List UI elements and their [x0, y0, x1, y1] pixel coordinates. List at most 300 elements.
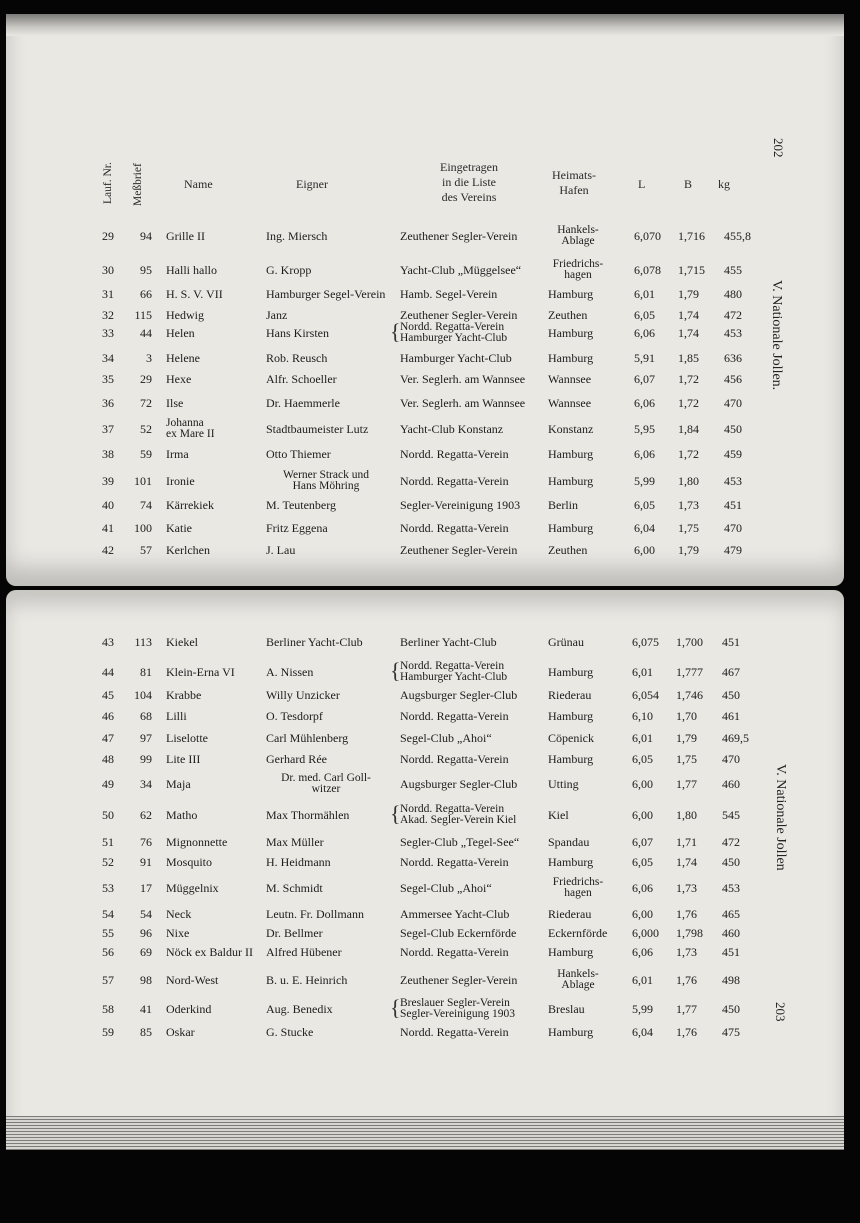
eigner-cell: Stadtbaumeister Lutz	[266, 422, 369, 436]
kg-cell: 461	[722, 709, 740, 723]
L-cell: 6,05	[632, 752, 653, 766]
header-name: Name	[184, 177, 213, 191]
messbrief-cell: 62	[140, 808, 152, 822]
side-title: V. Nationale Jollen	[773, 764, 788, 871]
name-cell: Helen	[166, 326, 195, 340]
verein-cell: Nordd. Regatta-Verein	[400, 447, 509, 461]
lauf-nr-cell: 34	[102, 351, 114, 365]
lauf-nr-cell: 31	[102, 287, 114, 301]
eigner-cell: Ing. Miersch	[266, 229, 328, 243]
kg-cell: 480	[724, 287, 742, 301]
verein-cell: Nordd. Regatta-Verein Hamburger Yacht-Club	[400, 660, 508, 683]
kg-cell: 456	[724, 372, 742, 386]
header-L: L	[638, 177, 646, 191]
heimatshafen-cell: Hamburg	[548, 665, 594, 679]
B-cell: 1,75	[676, 752, 697, 766]
heimatshafen-cell: Riederau	[548, 688, 592, 702]
B-cell: 1,73	[678, 498, 699, 512]
name-cell: Mignonnette	[166, 835, 228, 849]
L-cell: 6,00	[632, 777, 653, 791]
name-cell: Irma	[166, 447, 189, 461]
B-cell: 1,76	[676, 1025, 697, 1039]
B-cell: 1,80	[676, 808, 697, 822]
kg-cell: 467	[722, 665, 740, 679]
lauf-nr-cell: 36	[102, 396, 114, 410]
header-heimatshafen: Heimats- Hafen	[552, 168, 596, 197]
verein-cell: Segel-Club „Ahoi“	[400, 731, 492, 745]
L-cell: 6,01	[632, 665, 653, 679]
B-cell: 1,72	[678, 396, 699, 410]
verein-cell: Zeuthener Segler-Verein	[400, 973, 518, 987]
eigner-cell: Alfr. Schoeller	[266, 372, 337, 386]
eigner-cell: Hamburger Segel-Verein	[266, 287, 386, 301]
kg-cell: 450	[722, 1002, 740, 1016]
verein-cell: Yacht-Club „Müggelsee“	[400, 263, 522, 277]
eigner-cell: J. Lau	[266, 543, 296, 557]
kg-cell: 450	[724, 422, 742, 436]
lauf-nr-cell: 32	[102, 308, 114, 322]
name-cell: H. S. V. VII	[166, 287, 223, 301]
verein-cell: Segel-Club „Ahoi“	[400, 881, 492, 895]
heimatshafen-cell: Riederau	[548, 907, 592, 921]
lauf-nr-cell: 54	[102, 907, 114, 921]
name-cell: Helene	[166, 351, 200, 365]
verein-cell: Zeuthener Segler-Verein	[400, 543, 518, 557]
B-cell: 1,80	[678, 474, 699, 488]
lauf-nr-cell: 50	[102, 808, 114, 822]
name-cell: Hedwig	[166, 308, 204, 322]
heimatshafen-cell: Kiel	[548, 808, 569, 822]
messbrief-cell: 98	[140, 973, 152, 987]
kg-cell: 451	[722, 945, 740, 959]
lauf-nr-cell: 35	[102, 372, 114, 386]
name-cell: Matho	[166, 808, 198, 822]
eigner-cell: Berliner Yacht-Club	[266, 635, 363, 649]
kg-cell: 545	[722, 808, 740, 822]
B-cell: 1,700	[676, 635, 703, 649]
heimatshafen-cell: Wannsee	[548, 396, 592, 410]
name-cell: Hexe	[166, 372, 192, 386]
heimatshafen-cell: Cöpenick	[548, 731, 594, 745]
name-cell: Maja	[166, 777, 191, 791]
messbrief-cell: 113	[134, 635, 152, 649]
name-cell: Müggelnix	[166, 881, 219, 895]
messbrief-cell: 85	[140, 1025, 152, 1039]
verein-cell: Nordd. Regatta-Verein	[400, 855, 509, 869]
eigner-cell: Leutn. Fr. Dollmann	[266, 907, 364, 921]
L-cell: 6,01	[634, 287, 655, 301]
heimatshafen-cell: Eckernförde	[548, 926, 608, 940]
brace-icon: {	[390, 995, 401, 1020]
messbrief-cell: 104	[134, 688, 152, 702]
B-cell: 1,77	[676, 777, 697, 791]
heimatshafen-cell: Zeuthen	[548, 543, 588, 557]
verein-cell: Augsburger Segler-Club	[400, 688, 518, 702]
name-cell: Nöck ex Baldur II	[166, 945, 253, 959]
messbrief-cell: 54	[140, 907, 152, 921]
B-cell: 1,75	[678, 521, 699, 535]
L-cell: 6,06	[632, 881, 653, 895]
eigner-cell: Dr. Bellmer	[266, 926, 323, 940]
messbrief-cell: 91	[140, 855, 152, 869]
name-cell: Kärrekiek	[166, 498, 214, 512]
eigner-cell: G. Kropp	[266, 263, 312, 277]
lauf-nr-cell: 30	[102, 263, 114, 277]
heimatshafen-cell: Grünau	[548, 635, 584, 649]
eigner-cell: Carl Mühlenberg	[266, 731, 349, 745]
lauf-nr-cell: 53	[102, 881, 114, 895]
name-cell: Oderkind	[166, 1002, 212, 1016]
heimatshafen-cell: Konstanz	[548, 422, 594, 436]
eigner-cell: Gerhard Rée	[266, 752, 327, 766]
heimatshafen-cell: Berlin	[548, 498, 578, 512]
eigner-cell: Janz	[266, 308, 288, 322]
heimatshafen-cell: Friedrichs- hagen	[552, 258, 604, 281]
verein-cell: Zeuthener Segler-Verein	[400, 229, 518, 243]
name-cell: Neck	[166, 907, 192, 921]
kg-cell: 451	[722, 635, 740, 649]
verein-cell: Segel-Club Eckernförde	[400, 926, 517, 940]
B-cell: 1,746	[676, 688, 703, 702]
messbrief-cell: 81	[140, 665, 152, 679]
B-cell: 1,76	[676, 973, 697, 987]
L-cell: 6,054	[632, 688, 659, 702]
kg-cell: 470	[724, 521, 742, 535]
eigner-cell: Aug. Benedix	[266, 1002, 333, 1016]
heimatshafen-cell: Hamburg	[548, 474, 594, 488]
B-cell: 1,79	[676, 731, 697, 745]
verein-cell: Nordd. Regatta-Verein	[400, 521, 509, 535]
kg-cell: 479	[724, 543, 742, 557]
header-messbrief: Meßbrief	[132, 163, 144, 206]
header-lauf-nr: Lauf. Nr.	[102, 162, 114, 204]
heimatshafen-cell: Spandau	[548, 835, 590, 849]
L-cell: 6,07	[632, 835, 653, 849]
B-cell: 1,71	[676, 835, 697, 849]
name-cell: Ironie	[166, 474, 195, 488]
messbrief-cell: 44	[140, 326, 152, 340]
L-cell: 6,04	[634, 521, 655, 535]
heimatshafen-cell: Hankels- Ablage	[557, 224, 599, 247]
L-cell: 6,06	[634, 447, 655, 461]
page-number: 203	[773, 1002, 788, 1022]
messbrief-cell: 76	[140, 835, 152, 849]
name-cell: Grille II	[166, 229, 205, 243]
page-top	[6, 14, 844, 586]
name-cell: Mosquito	[166, 855, 213, 869]
page-stack-edge	[6, 1116, 844, 1150]
header-B: B	[684, 177, 693, 191]
messbrief-cell: 97	[140, 731, 152, 745]
lauf-nr-cell: 37	[102, 422, 114, 436]
header-eingetragen: Eingetragen in die Liste des Vereins	[440, 160, 498, 204]
B-cell: 1,715	[678, 263, 705, 277]
L-cell: 6,078	[634, 263, 661, 277]
lauf-nr-cell: 39	[102, 474, 114, 488]
messbrief-cell: 95	[140, 263, 152, 277]
heimatshafen-cell: Wannsee	[548, 372, 592, 386]
B-cell: 1,74	[678, 326, 699, 340]
eigner-cell: Max Müller	[266, 835, 324, 849]
kg-cell: 450	[722, 688, 740, 702]
lauf-nr-cell: 41	[102, 521, 114, 535]
lauf-nr-cell: 49	[102, 777, 114, 791]
kg-cell: 498	[722, 973, 740, 987]
brace-icon: {	[390, 658, 401, 683]
heimatshafen-cell: Hamburg	[548, 447, 594, 461]
lauf-nr-cell: 46	[102, 709, 114, 723]
B-cell: 1,85	[678, 351, 699, 365]
L-cell: 6,04	[632, 1025, 653, 1039]
heimatshafen-cell: Zeuthen	[548, 308, 588, 322]
B-cell: 1,716	[678, 229, 705, 243]
L-cell: 6,05	[632, 855, 653, 869]
lauf-nr-cell: 38	[102, 447, 114, 461]
messbrief-cell: 72	[140, 396, 152, 410]
verein-cell: Segler-Club „Tegel-See“	[400, 835, 520, 849]
eigner-cell: Alfred Hübener	[266, 945, 342, 959]
kg-cell: 469,5	[722, 731, 749, 745]
L-cell: 5,99	[632, 1002, 653, 1016]
lauf-nr-cell: 44	[102, 665, 114, 679]
kg-cell: 465	[722, 907, 740, 921]
kg-cell: 455	[724, 263, 742, 277]
L-cell: 6,00	[634, 543, 655, 557]
B-cell: 1,73	[676, 945, 697, 959]
verein-cell: Zeuthener Segler-Verein	[400, 308, 518, 322]
B-cell: 1,73	[676, 881, 697, 895]
name-cell: Kerlchen	[166, 543, 210, 557]
messbrief-cell: 99	[140, 752, 152, 766]
lauf-nr-cell: 55	[102, 926, 114, 940]
B-cell: 1,77	[676, 1002, 697, 1016]
header-eigner: Eigner	[296, 177, 328, 191]
kg-cell: 450	[722, 855, 740, 869]
messbrief-cell: 52	[140, 422, 152, 436]
L-cell: 6,05	[634, 498, 655, 512]
B-cell: 1,76	[676, 907, 697, 921]
B-cell: 1,74	[676, 855, 697, 869]
verein-cell: Breslauer Segler-Verein Segler-Vereinigung 1903	[400, 997, 516, 1020]
L-cell: 6,10	[632, 709, 653, 723]
header-kg: kg	[718, 177, 730, 191]
messbrief-cell: 94	[140, 229, 152, 243]
kg-cell: 453	[724, 474, 742, 488]
messbrief-cell: 96	[140, 926, 152, 940]
eigner-cell: Rob. Reusch	[266, 351, 328, 365]
L-cell: 6,00	[632, 808, 653, 822]
verein-cell: Nordd. Regatta-Verein	[400, 945, 509, 959]
verein-cell: Ammersee Yacht-Club	[400, 907, 510, 921]
L-cell: 6,06	[632, 945, 653, 959]
heimatshafen-cell: Hamburg	[548, 752, 594, 766]
name-cell: Krabbe	[166, 688, 202, 702]
eigner-cell: Hans Kirsten	[266, 326, 329, 340]
name-cell: Johanna ex Mare II	[166, 417, 215, 440]
messbrief-cell: 66	[140, 287, 152, 301]
L-cell: 6,01	[632, 731, 653, 745]
messbrief-cell: 57	[140, 543, 152, 557]
lauf-nr-cell: 56	[102, 945, 114, 959]
verein-cell: Augsburger Segler-Club	[400, 777, 518, 791]
verein-cell: Segler-Vereinigung 1903	[400, 498, 521, 512]
name-cell: Kiekel	[166, 635, 198, 649]
B-cell: 1,777	[676, 665, 703, 679]
messbrief-cell: 74	[140, 498, 152, 512]
eigner-cell: Werner Strack und Hans Möhring	[283, 469, 369, 492]
eigner-cell: Max Thormählen	[266, 808, 350, 822]
L-cell: 6,07	[634, 372, 655, 386]
lauf-nr-cell: 45	[102, 688, 114, 702]
eigner-cell: A. Nissen	[266, 665, 314, 679]
messbrief-cell: 115	[134, 308, 152, 322]
heimatshafen-cell: Utting	[548, 777, 579, 791]
messbrief-cell: 101	[134, 474, 152, 488]
lauf-nr-cell: 57	[102, 973, 114, 987]
B-cell: 1,798	[676, 926, 703, 940]
L-cell: 6,05	[634, 308, 655, 322]
kg-cell: 472	[724, 308, 742, 322]
lauf-nr-cell: 47	[102, 731, 114, 745]
verein-cell: Nordd. Regatta-Verein	[400, 474, 509, 488]
messbrief-cell: 29	[140, 372, 152, 386]
lauf-nr-cell: 33	[102, 326, 114, 340]
messbrief-cell: 3	[146, 351, 152, 365]
eigner-cell: B. u. E. Heinrich	[266, 973, 348, 987]
kg-cell: 459	[724, 447, 742, 461]
lauf-nr-cell: 59	[102, 1025, 114, 1039]
eigner-cell: Otto Thiemer	[266, 447, 331, 461]
eigner-cell: Dr. med. Carl Goll- witzer	[281, 772, 371, 795]
messbrief-cell: 100	[134, 521, 152, 535]
messbrief-cell: 34	[140, 777, 152, 791]
eigner-cell: H. Heidmann	[266, 855, 331, 869]
name-cell: Nixe	[166, 926, 190, 940]
L-cell: 6,01	[632, 973, 653, 987]
B-cell: 1,74	[678, 308, 699, 322]
L-cell: 6,06	[634, 396, 655, 410]
heimatshafen-cell: Hamburg	[548, 855, 594, 869]
L-cell: 5,91	[634, 351, 655, 365]
kg-cell: 453	[724, 326, 742, 340]
L-cell: 6,06	[634, 326, 655, 340]
lauf-nr-cell: 58	[102, 1002, 114, 1016]
heimatshafen-cell: Hamburg	[548, 326, 594, 340]
eigner-cell: M. Schmidt	[266, 881, 323, 895]
heimatshafen-cell: Hamburg	[548, 709, 594, 723]
kg-cell: 470	[724, 396, 742, 410]
messbrief-cell: 69	[140, 945, 152, 959]
kg-cell: 475	[722, 1025, 740, 1039]
kg-cell: 460	[722, 777, 740, 791]
B-cell: 1,72	[678, 372, 699, 386]
name-cell: Oskar	[166, 1025, 195, 1039]
heimatshafen-cell: Hamburg	[548, 945, 594, 959]
lauf-nr-cell: 52	[102, 855, 114, 869]
verein-cell: Ver. Seglerh. am Wannsee	[400, 396, 526, 410]
page-bottom	[6, 590, 844, 1150]
heimatshafen-cell: Hankels- Ablage	[557, 968, 599, 991]
B-cell: 1,79	[678, 287, 699, 301]
lauf-nr-cell: 29	[102, 229, 114, 243]
heimatshafen-cell: Hamburg	[548, 287, 594, 301]
name-cell: Klein-Erna VI	[166, 665, 235, 679]
lauf-nr-cell: 43	[102, 635, 114, 649]
verein-cell: Yacht-Club Konstanz	[400, 422, 504, 436]
verein-cell: Nordd. Regatta-Verein	[400, 709, 509, 723]
B-cell: 1,84	[678, 422, 699, 436]
kg-cell: 453	[722, 881, 740, 895]
lauf-nr-cell: 48	[102, 752, 114, 766]
heimatshafen-cell: Hamburg	[548, 351, 594, 365]
name-cell: Lilli	[166, 709, 187, 723]
brace-icon: {	[390, 319, 401, 344]
kg-cell: 636	[724, 351, 742, 365]
heimatshafen-cell: Hamburg	[548, 521, 594, 535]
verein-cell: Ver. Seglerh. am Wannsee	[400, 372, 526, 386]
verein-cell: Nordd. Regatta-Verein	[400, 1025, 509, 1039]
name-cell: Nord-West	[166, 973, 219, 987]
name-cell: Halli hallo	[166, 263, 217, 277]
B-cell: 1,79	[678, 543, 699, 557]
eigner-cell: Fritz Eggena	[266, 521, 328, 535]
name-cell: Liselotte	[166, 731, 208, 745]
verein-cell: Nordd. Regatta-Verein	[400, 752, 509, 766]
heimatshafen-cell: Breslau	[548, 1002, 585, 1016]
lauf-nr-cell: 40	[102, 498, 114, 512]
name-cell: Katie	[166, 521, 192, 535]
L-cell: 5,95	[634, 422, 655, 436]
messbrief-cell: 59	[140, 447, 152, 461]
L-cell: 6,00	[632, 907, 653, 921]
messbrief-cell: 41	[140, 1002, 152, 1016]
side-title: V. Nationale Jollen.	[769, 280, 784, 391]
lauf-nr-cell: 42	[102, 543, 114, 557]
page-number: 202	[771, 138, 786, 158]
brace-icon: {	[390, 801, 401, 826]
verein-cell: Hamburger Yacht-Club	[400, 351, 512, 365]
messbrief-cell: 68	[140, 709, 152, 723]
eigner-cell: M. Teutenberg	[266, 498, 337, 512]
heimatshafen-cell: Hamburg	[548, 1025, 594, 1039]
eigner-cell: G. Stucke	[266, 1025, 314, 1039]
page-edge	[6, 14, 844, 36]
verein-cell: Nordd. Regatta-Verein Akad. Segler-Verein Kiel	[400, 803, 517, 826]
name-cell: Lite III	[166, 752, 201, 766]
eigner-cell: Willy Unzicker	[266, 688, 340, 702]
eigner-cell: O. Tesdorpf	[266, 709, 323, 723]
kg-cell: 451	[724, 498, 742, 512]
L-cell: 6,000	[632, 926, 659, 940]
B-cell: 1,70	[676, 709, 697, 723]
kg-cell: 470	[722, 752, 740, 766]
B-cell: 1,72	[678, 447, 699, 461]
table-header	[6, 144, 844, 214]
verein-cell: Hamb. Segel-Verein	[400, 287, 498, 301]
L-cell: 6,070	[634, 229, 661, 243]
verein-cell: Berliner Yacht-Club	[400, 635, 497, 649]
verein-cell: Nordd. Regatta-Verein Hamburger Yacht-Club	[400, 321, 508, 344]
L-cell: 5,99	[634, 474, 655, 488]
lauf-nr-cell: 51	[102, 835, 114, 849]
kg-cell: 455,8	[724, 229, 751, 243]
heimatshafen-cell: Friedrichs- hagen	[552, 876, 604, 899]
kg-cell: 472	[722, 835, 740, 849]
kg-cell: 460	[722, 926, 740, 940]
messbrief-cell: 17	[140, 881, 152, 895]
L-cell: 6,075	[632, 635, 659, 649]
eigner-cell: Dr. Haemmerle	[266, 396, 340, 410]
